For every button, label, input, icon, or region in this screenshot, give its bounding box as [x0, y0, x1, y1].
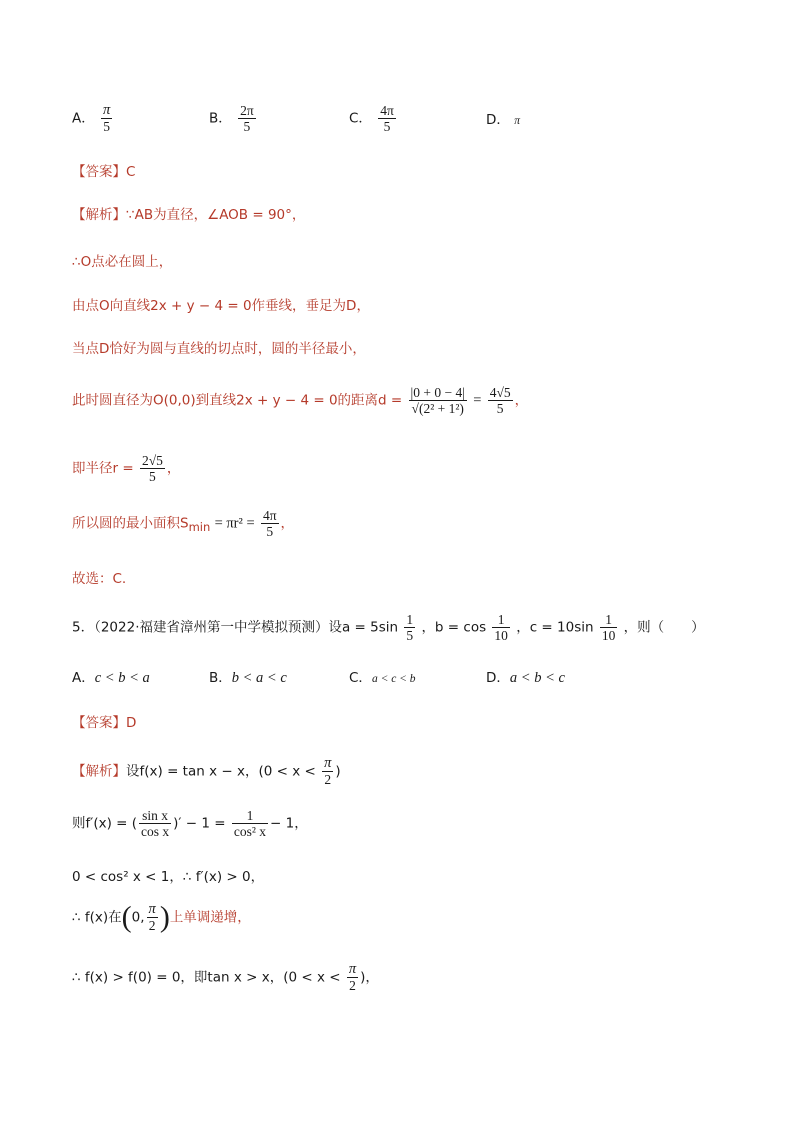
q5-option-a: A．c < b < a — [72, 670, 150, 686]
q5-option-d: D．a < b < c — [486, 670, 565, 686]
q5-solution-line-1: 【解析】设f(x) = tan x − x，(0 < x < $\frac{\pi}{2}$ ) — [72, 755, 341, 787]
distance-result-fraction: $\frac{4√5}{5}$ — [489, 385, 511, 416]
q4-solution-line-3: 由点O向直线2x + y − 4 = 0作垂线，垂足为D， — [72, 298, 370, 314]
q5-option-c: C．a < c < b — [349, 670, 416, 686]
q5-c-fraction: $\frac{1}{10}$ — [601, 612, 616, 643]
pi-over-2-fraction: $\frac{\pi}{2}$ — [324, 755, 332, 787]
q5-solution-line-4: ∴ f(x)在(0, $\frac{\pi}{2}$ )上单调递增， — [72, 900, 251, 934]
q4-answer: 【答案】C — [72, 164, 136, 180]
q4-option-a: A． $\frac{\pi}{5}$ — [72, 102, 111, 134]
q4-option-c: C． $\frac{4\pi}{5}$ — [349, 103, 394, 134]
distance-fraction: $\frac{|0 + 0 - 4|}{\text{√(2² + 1²)}}$ — [410, 385, 465, 416]
q5-a-fraction: $\frac{1}{5}$ — [406, 612, 414, 643]
q5-b-fraction: $\frac{1}{10}$ — [494, 612, 508, 643]
q5-option-b: B．b < a < c — [209, 670, 287, 686]
interval-pi-over-2-fraction: $\frac{\pi}{2}$ — [148, 901, 156, 933]
q5-solution-line-5: ∴ f(x) > f(0) = 0，即tan x > x，(0 < x < $\frac{\pi}{2}$ )， — [72, 961, 379, 993]
q4-conclusion: 故选：C. — [72, 571, 127, 587]
q5-answer: 【答案】D — [72, 715, 137, 731]
q4-solution-line-5: 此时圆直径为O(0,0)到直线2x + y − 4 = 0的距离d = $\frac{|0 + 0 - 4|}{\text{√(2² + 1²)}}$ = $\frac{4√5}{5}$ ， — [72, 385, 529, 416]
q5-stem: 5．（2022·福建省漳州第一中学模拟预测）设a = 5sin $\frac{1}{5}$ ，b = cos $\frac{1}{10}$ ，c = 10sin $\frac{1}{10}$ ，则（ ） — [72, 612, 705, 643]
q4-solution-line-6: 即半径r = $\frac{2√5}{5}$ ， — [72, 453, 181, 484]
q4-option-a-fraction: $\frac{\pi}{5}$ — [103, 102, 111, 134]
q5-solution-line-2: 则f′(x) = ( $\frac{\text{sin x}}{\text{cos x}}$ )′ − 1 = $\frac{1}{\text{cos² x}}$ − 1， — [72, 808, 308, 839]
q5-solution-line-3: 0 < cos² x < 1，∴ f′(x) > 0， — [72, 869, 265, 885]
q4-option-b-fraction: $\frac{2\pi}{5}$ — [240, 103, 254, 134]
q4-option-c-fraction: $\frac{4\pi}{5}$ — [380, 103, 394, 134]
q4-solution-line-4: 当点D恰好为圆与直线的切点时，圆的半径最小， — [72, 341, 366, 357]
q4-solution-line-1: 【解析】∵AB为直径，∠AOB = 90°， — [72, 207, 306, 223]
one-over-cos2-fraction: $\frac{1}{\text{cos² x}}$ — [233, 808, 267, 839]
q4-solution-line-2: ∴O点必在圆上， — [72, 254, 173, 270]
sin-over-cos-fraction: $\frac{\text{sin x}}{\text{cos x}}$ — [141, 808, 170, 839]
radius-fraction: $\frac{2√5}{5}$ — [141, 453, 163, 484]
q4-solution-line-7: 所以圆的最小面积$S_{min} = \pi r^2$ = $\frac{4\pi}{5}$ ， — [72, 508, 295, 539]
final-pi-over-2-fraction: $\frac{\pi}{2}$ — [348, 961, 357, 993]
q4-option-b: B． $\frac{2\pi}{5}$ — [209, 103, 254, 134]
q4-option-d: D． π — [486, 112, 520, 128]
area-fraction: $\frac{4\pi}{5}$ — [262, 508, 277, 539]
